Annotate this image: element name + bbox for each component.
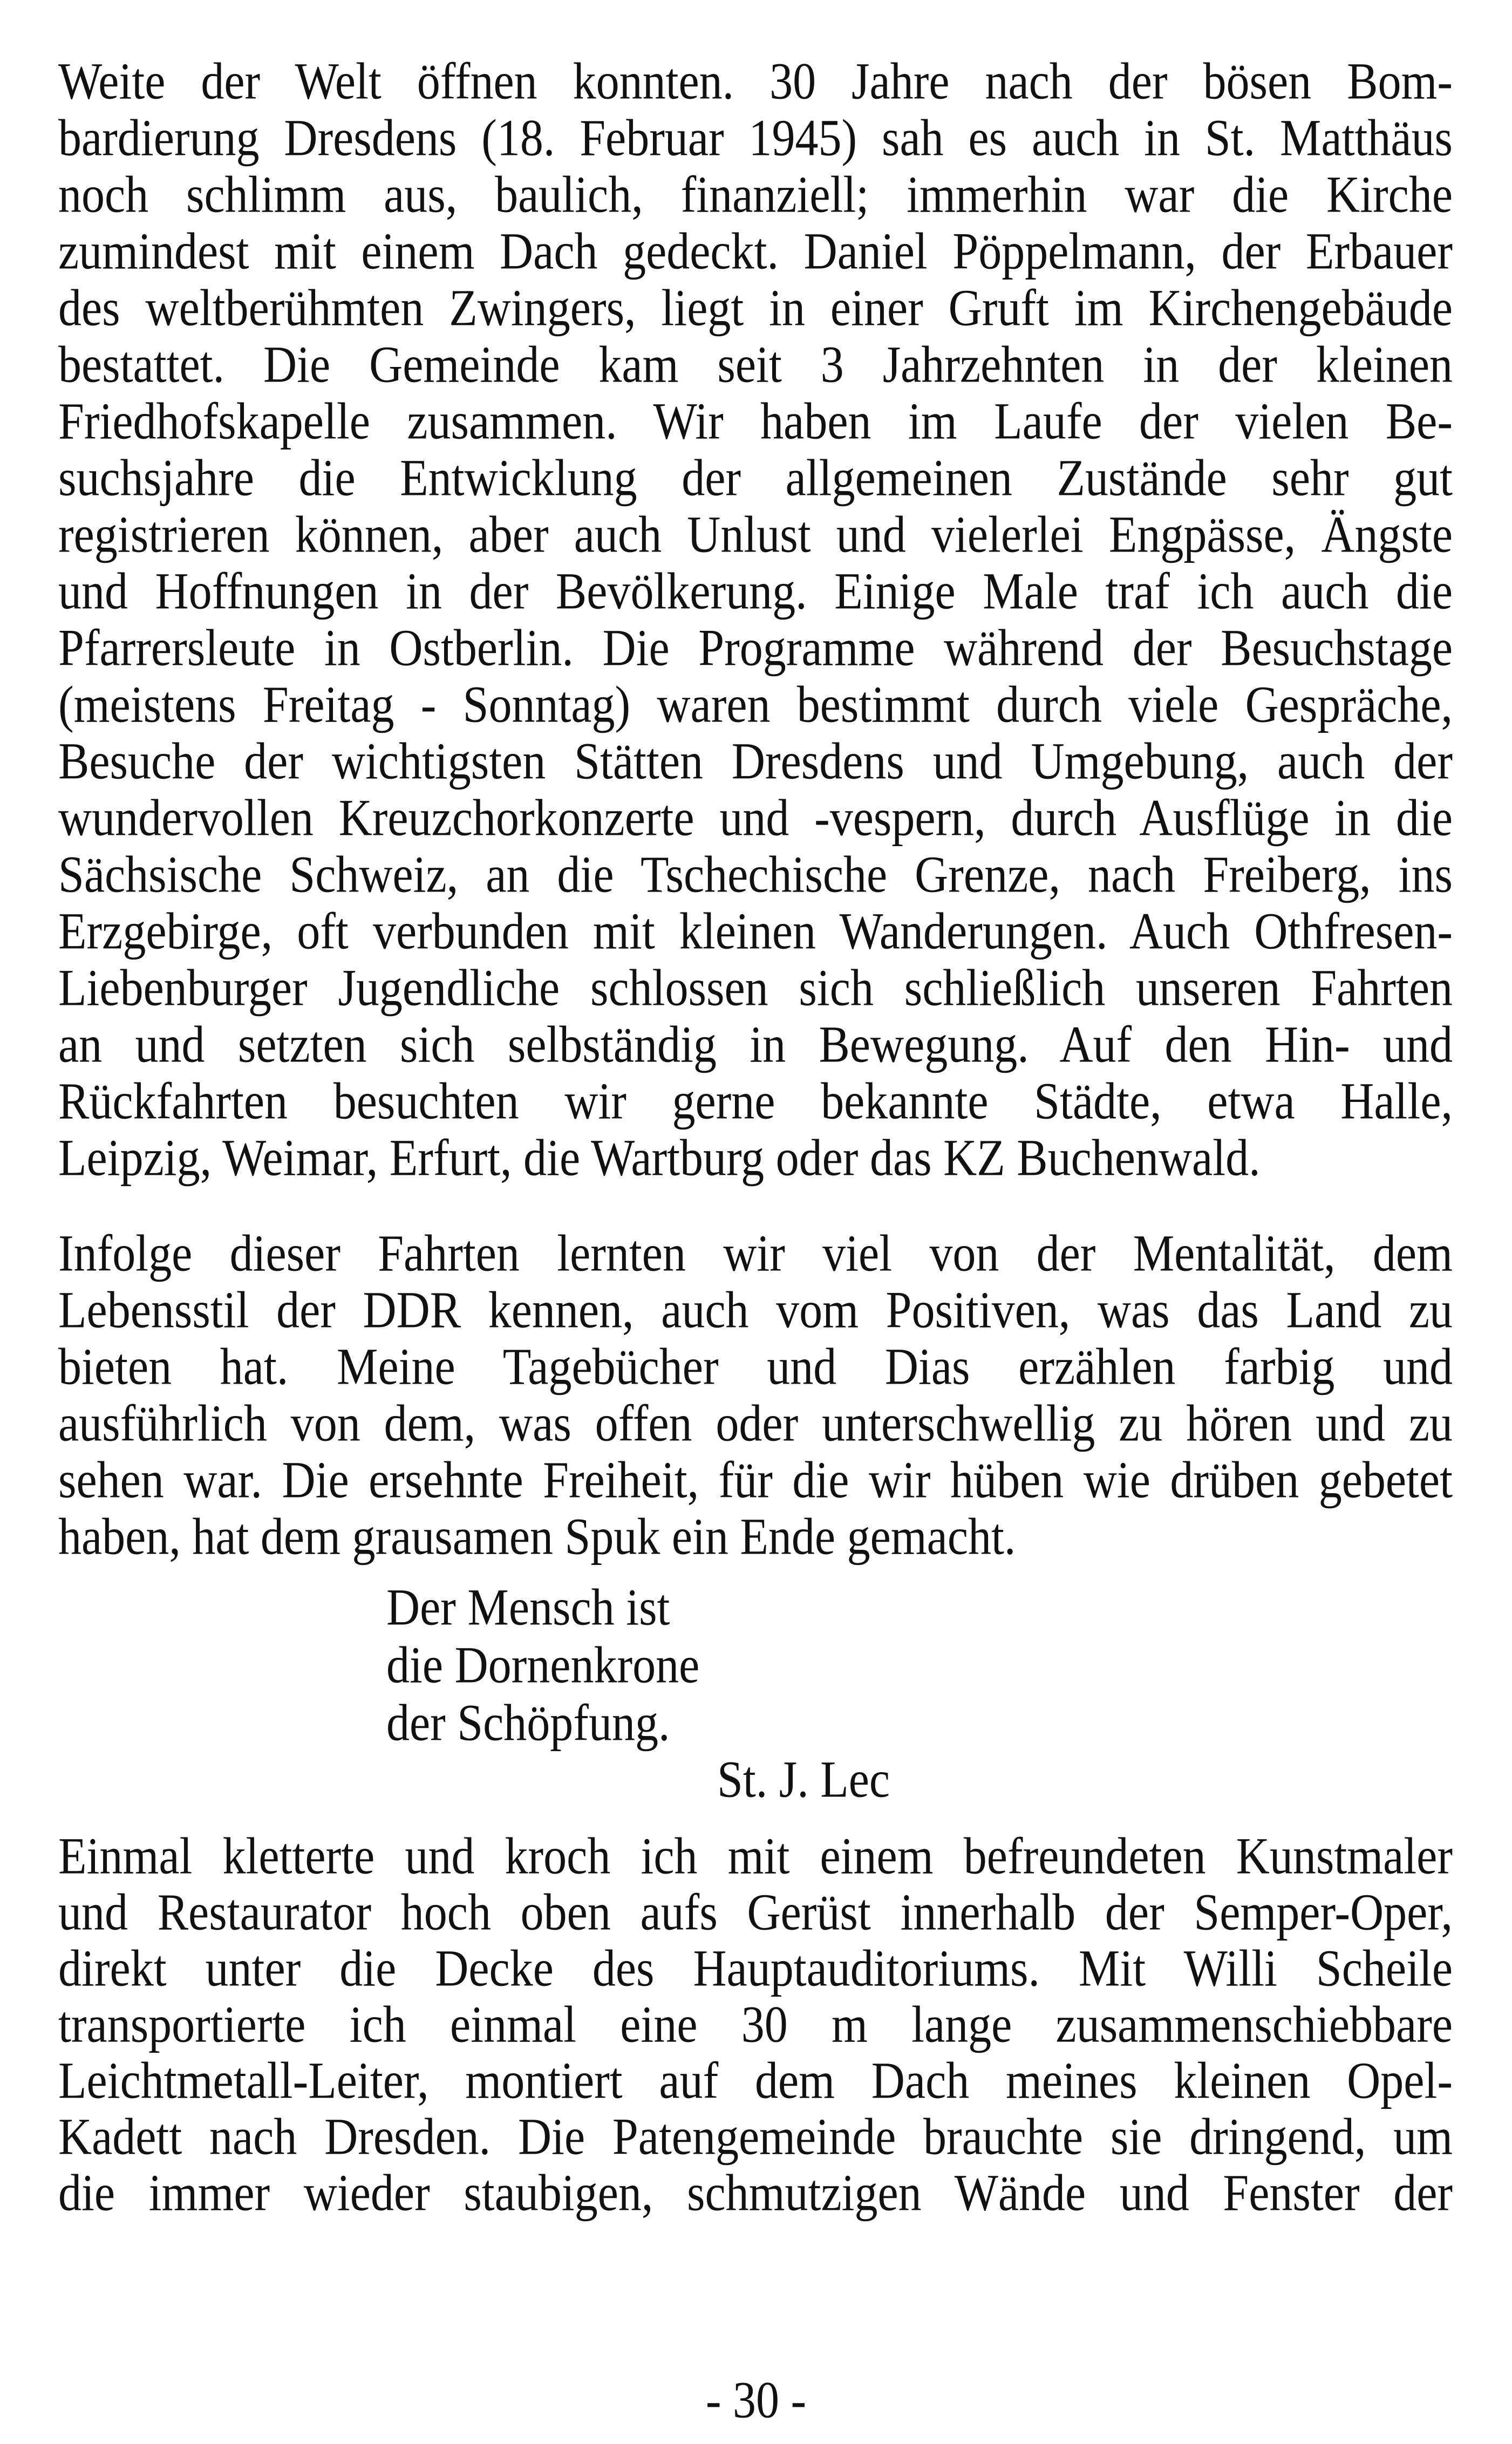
text-line: Leipzig, Weimar, Erfurt, die Wartburg oder das KZ Buchenwald.	[58, 1128, 1261, 1187]
text-line: und Restaurator hoch oben aufs Gerüst innerhalb der Semper-Oper,	[58, 1883, 1453, 1941]
text-line: direkt unter die Decke des Hauptauditoriums. Mit Willi Scheile	[58, 1939, 1453, 1997]
text-line: Einmal kletterte und kroch ich mit einem befreundeten Kunstmaler	[58, 1827, 1453, 1885]
text-line: des weltberühmten Zwingers, liegt in einer Gruft im Kirchengebäude	[58, 278, 1453, 337]
quote-attribution	[717, 1751, 890, 1808]
text-line: Lebensstil der DDR kennen, auch vom Positiven, was das Land zu	[58, 1281, 1453, 1339]
text-line: bestattet. Die Gemeinde kam seit 3 Jahrzehnten in der kleinen	[58, 335, 1453, 393]
text-line: die immer wieder staubigen, schmutzigen Wände und Fenster der	[58, 2163, 1453, 2222]
paragraph-2	[58, 1225, 1453, 1565]
text-line: transportierte ich einmal eine 30 m lange zusammenschiebbare	[58, 1995, 1453, 2053]
text-line: Leichtmetall-Leiter, montiert auf dem Dach meines kleinen Opel-	[58, 2051, 1453, 2109]
text-line: Erzgebirge, oft verbunden mit kleinen Wanderungen. Auch Othfresen-	[58, 902, 1453, 960]
quote-line: Der Mensch ist	[386, 1578, 670, 1636]
text-line: sehen war. Die ersehnte Freiheit, für die wir hüben wie drüben gebetet	[58, 1451, 1453, 1509]
paragraph-3	[58, 1828, 1453, 2221]
text-line: Weite der Welt öffnen konnten. 30 Jahre nach der bösen Bom-	[58, 52, 1453, 110]
paragraph-1	[58, 53, 1453, 1186]
text-line: und Hoffnungen in der Bevölkerung. Einige Male traf ich auch die	[58, 562, 1453, 620]
text-line: Besuche der wichtigsten Stätten Dresdens und Umgebung, auch der	[58, 732, 1453, 790]
text-line: haben, hat dem grausamen Spuk ein Ende gemacht.	[58, 1507, 1016, 1565]
text-line: Kadett nach Dresden. Die Patengemeinde brauchte sie dringend, um	[58, 2107, 1453, 2166]
attribution-text: St. J. Lec	[717, 1750, 890, 1808]
text-line: noch schlimm aus, baulich, finanziell; immerhin war die Kirche	[58, 165, 1453, 223]
text-line: Friedhofskapelle zusammen. Wir haben im Laufe der vielen Be-	[58, 392, 1453, 450]
text-line: Sächsische Schweiz, an die Tschechische Grenze, nach Freiberg, ins	[58, 845, 1453, 903]
text-line: suchsjahre die Entwicklung der allgemeinen Zustände sehr gut	[58, 448, 1453, 507]
text-line: ausführlich von dem, was offen oder unterschwellig zu hören und zu	[58, 1394, 1453, 1452]
text-line: Infolge dieser Fahrten lernten wir viel von der Mentalität, dem	[58, 1224, 1453, 1282]
epigraph-quote	[386, 1578, 699, 1752]
text-line: bieten hat. Meine Tagebücher und Dias erzählen farbig und	[58, 1337, 1453, 1395]
text-line: Liebenburger Jugendliche schlossen sich schließlich unseren Fahrten	[58, 958, 1453, 1017]
text-line: wundervollen Kreuzchorkonzerte und -vespern, durch Ausflüge in die	[58, 788, 1453, 847]
text-line: registrieren können, aber auch Unlust und vielerlei Engpässe, Ängste	[58, 505, 1453, 563]
page-number: - 30 -	[705, 2371, 807, 2429]
text-line: Rückfahrten besuchten wir gerne bekannte Städte, etwa Halle,	[58, 1072, 1453, 1130]
text-line: zumindest mit einem Dach gedeckt. Daniel Pöppelmann, der Erbauer	[58, 222, 1453, 280]
text-line: an und setzten sich selbständig in Bewegung. Auf den Hin- und	[58, 1015, 1453, 1073]
quote-line: die Dornenkrone	[386, 1636, 700, 1694]
quote-line: der Schöpfung.	[386, 1693, 670, 1752]
text-line: bardierung Dresdens (18. Februar 1945) sah es auch in St. Matthäus	[58, 108, 1453, 167]
text-line: Pfarrersleute in Ostberlin. Die Programme während der Besuchstage	[58, 618, 1453, 677]
text-line: (meistens Freitag - Sonntag) waren bestimmt durch viele Gespräche,	[58, 675, 1453, 733]
